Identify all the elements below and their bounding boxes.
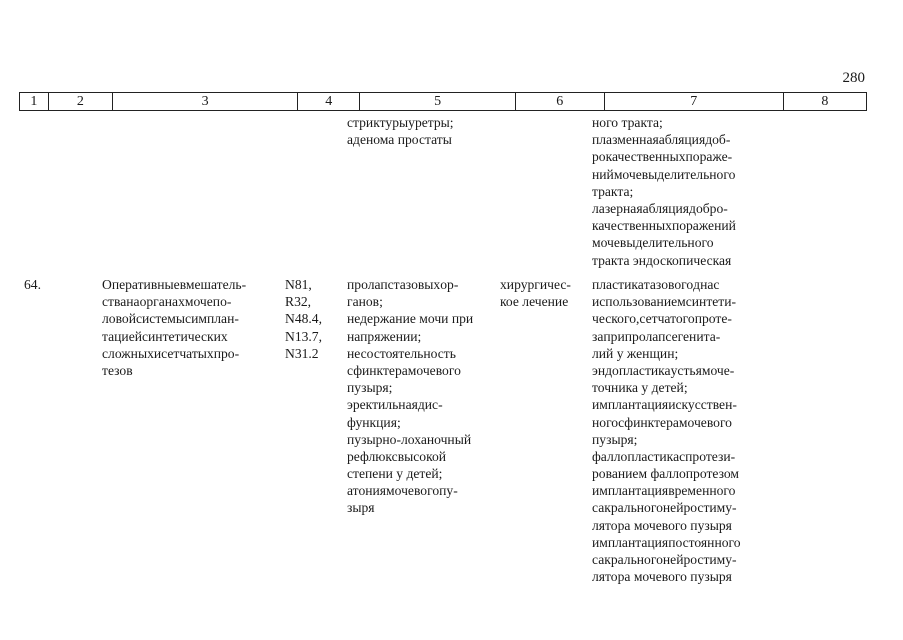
- text-line: тракта;: [592, 183, 634, 199]
- text-line: степени у детей;: [347, 466, 443, 482]
- text-word: эндопластика: [592, 362, 671, 378]
- text-line: [592, 166, 764, 183]
- text-word: использованием: [592, 294, 686, 310]
- text-word: Оперативные: [102, 277, 180, 292]
- text-word: нейростиму-: [662, 552, 737, 567]
- row64-col6-treatment: [500, 276, 571, 310]
- text-word: сложных: [102, 345, 154, 361]
- text-word: постоянного: [668, 534, 741, 550]
- text-word: пу-: [439, 483, 458, 499]
- text-line: лятора мочевого пузыря: [592, 569, 732, 585]
- column-header: 8: [783, 93, 866, 111]
- text-line: рованием фаллопротезом: [592, 466, 740, 482]
- column-header: 1: [20, 93, 49, 111]
- text-line: мочевыделительного: [592, 235, 714, 251]
- text-word: рокачественных: [592, 149, 686, 165]
- text-line: пузырно-лоханочный: [347, 431, 472, 447]
- column-header: 6: [515, 93, 604, 111]
- text-line: N81,: [285, 277, 312, 292]
- text-word: системы: [135, 311, 186, 327]
- text-word: мочевого: [386, 483, 440, 499]
- text-word: дна: [693, 277, 714, 292]
- column-header: 5: [360, 93, 515, 111]
- column-header-row: [20, 93, 867, 111]
- text-word: мочевого: [678, 414, 732, 430]
- text-word: тазовых: [393, 277, 441, 292]
- row64-col5-diagnoses: [347, 276, 489, 517]
- text-line: [347, 276, 489, 293]
- text-word: мочепо-: [184, 294, 232, 310]
- text-word: уретры;: [408, 115, 454, 130]
- text-word: фаллопластика: [592, 448, 680, 464]
- page-number: 280: [842, 70, 865, 86]
- text-line: несостоятельность: [347, 345, 456, 361]
- text-word: абляция: [658, 132, 706, 148]
- text-word: проте-: [694, 311, 732, 327]
- column-header-table: [19, 92, 867, 111]
- text-word: генита-: [677, 328, 721, 344]
- text-word: лазерная: [592, 200, 643, 216]
- text-word: ловой: [102, 311, 136, 327]
- text-word: рефлюкс: [347, 448, 398, 464]
- text-line: лятора мочевого пузыря: [592, 517, 732, 533]
- column-header: 4: [298, 93, 360, 111]
- text-line: [592, 534, 764, 551]
- text-line: аденома простаты: [347, 132, 452, 148]
- text-line: [347, 362, 489, 379]
- text-word: плазменная: [592, 132, 659, 148]
- text-word: доб-: [705, 132, 731, 148]
- text-line: [592, 414, 764, 431]
- text-word: сакрального: [592, 500, 663, 516]
- text-line: функция;: [347, 414, 401, 430]
- text-word: абляция: [642, 200, 690, 216]
- text-word: стриктуры: [347, 115, 409, 130]
- text-word: и: [153, 345, 162, 361]
- text-line: R32,: [285, 294, 312, 310]
- text-line: [592, 293, 764, 310]
- text-line: напряжении;: [347, 328, 422, 344]
- text-word: моче-: [701, 362, 735, 378]
- text-word: пораже-: [685, 149, 733, 165]
- text-line: [592, 131, 764, 148]
- text-word: ного: [592, 414, 619, 430]
- text-line: [347, 114, 489, 131]
- text-word: протези-: [685, 448, 736, 464]
- text-line: [592, 448, 764, 465]
- text-word: синтетических: [142, 328, 228, 344]
- text-line: пузыря;: [592, 431, 638, 447]
- text-word: органах: [139, 294, 185, 310]
- text-word: поражений: [671, 218, 736, 234]
- text-line: лий у женщин;: [592, 345, 679, 361]
- text-word: с: [679, 448, 686, 464]
- continuation-col7: [592, 114, 764, 269]
- text-line: [102, 276, 274, 293]
- text-line: [102, 293, 274, 310]
- text-word: пластика: [592, 277, 644, 292]
- row64-col3: [102, 276, 274, 379]
- text-word: сакрального: [592, 552, 663, 567]
- text-line: ного тракта;: [592, 115, 663, 130]
- text-word: сфинктера: [618, 414, 679, 430]
- text-word: сфинктера: [347, 362, 408, 378]
- text-word: имплантация: [592, 483, 669, 499]
- text-line: недержание мочи при: [347, 311, 474, 327]
- text-word: имплан-: [191, 311, 239, 327]
- row64-col4-codes: [285, 276, 322, 362]
- text-word: за: [592, 328, 604, 344]
- text-line: [347, 448, 489, 465]
- text-word: ческого,: [592, 311, 640, 327]
- text-line: тезов: [102, 362, 133, 378]
- text-line: [592, 396, 764, 413]
- text-line: [592, 310, 764, 327]
- text-word: вмешатель-: [179, 277, 247, 292]
- text-line: [347, 482, 489, 499]
- text-word: с: [185, 311, 192, 327]
- text-word: ор-: [440, 277, 459, 292]
- text-line: [592, 482, 764, 499]
- text-word: нейростиму-: [662, 500, 737, 516]
- text-word: тазового: [643, 277, 694, 292]
- column-header: 7: [604, 93, 783, 111]
- text-word: добро-: [689, 200, 728, 216]
- text-word: ства: [102, 294, 127, 310]
- text-line: [592, 362, 764, 379]
- text-word: устья: [670, 362, 702, 378]
- text-line: кое лечение: [500, 294, 569, 310]
- continuation-col5: [347, 114, 489, 148]
- text-line: пузыря;: [347, 380, 393, 396]
- text-word: дис-: [417, 397, 443, 413]
- text-line: [592, 276, 764, 293]
- text-line: [102, 345, 274, 362]
- text-line: [592, 148, 764, 165]
- text-line: [592, 499, 764, 516]
- text-line: [592, 217, 764, 234]
- text-line: N48.4,: [285, 311, 323, 327]
- text-word: при: [603, 328, 625, 344]
- text-word: атония: [347, 483, 387, 499]
- text-word: качественных: [592, 218, 672, 234]
- text-word: с: [713, 277, 720, 292]
- text-line: N13.7,: [285, 328, 323, 344]
- text-line: [592, 200, 764, 217]
- text-line: [102, 310, 274, 327]
- text-line: зыря: [347, 500, 375, 516]
- text-line: хирургичес-: [500, 277, 571, 292]
- text-word: ний: [592, 166, 614, 182]
- text-word: мочевыделительного: [613, 166, 736, 182]
- text-word: про-: [213, 345, 240, 361]
- text-word: сетчатых: [161, 345, 214, 361]
- text-word: тацией: [102, 328, 142, 344]
- column-header: 3: [113, 93, 298, 111]
- text-word: сетчатого: [639, 311, 695, 327]
- text-line: [592, 328, 764, 345]
- text-line: точника у детей;: [592, 380, 688, 396]
- text-line: [347, 396, 489, 413]
- text-line: тракта эндоскопическая: [592, 252, 732, 268]
- row64-col7-methods: [592, 276, 764, 585]
- text-line: [592, 551, 764, 568]
- text-word: пролапсе: [624, 328, 678, 344]
- text-word: имплантация: [592, 534, 669, 550]
- text-word: на: [126, 294, 140, 310]
- text-line: [102, 328, 274, 345]
- text-word: искусствен-: [668, 397, 737, 413]
- text-word: имплантация: [592, 397, 669, 413]
- column-header: 2: [48, 93, 112, 111]
- text-line: 64.: [24, 277, 41, 292]
- text-word: пролапс: [347, 277, 394, 292]
- text-line: N31.2: [285, 345, 319, 361]
- text-line: ганов;: [347, 294, 383, 310]
- text-word: мочевого: [407, 362, 461, 378]
- row-number: [24, 276, 41, 293]
- text-word: эректильная: [347, 397, 418, 413]
- text-word: синтети-: [685, 294, 737, 310]
- text-word: временного: [668, 483, 736, 499]
- text-word: высокой: [397, 448, 447, 464]
